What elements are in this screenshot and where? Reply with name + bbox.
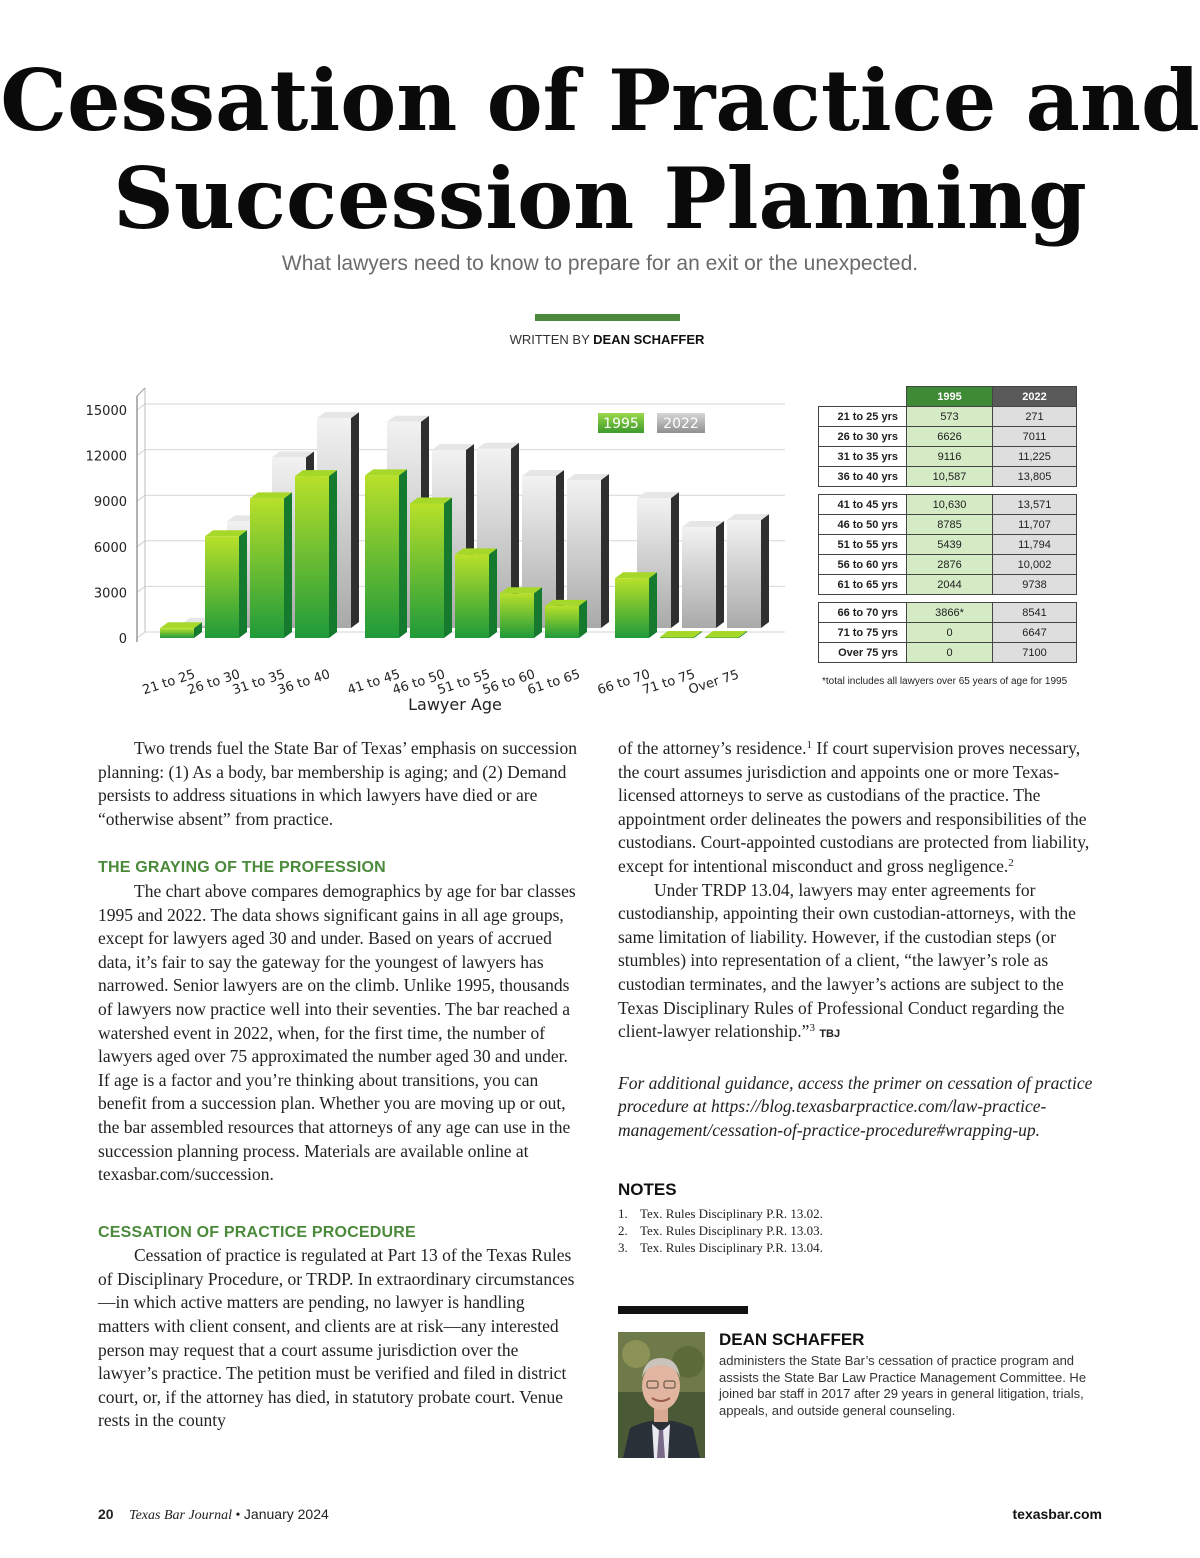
issue-date: January 2024 — [243, 1506, 329, 1522]
table-cell-age: 46 to 50 yrs — [819, 515, 907, 535]
bar-1995 — [410, 497, 452, 638]
legend-label-2022: 2022 — [663, 416, 699, 432]
table-row — [819, 495, 1077, 515]
table-row — [819, 535, 1077, 555]
table-cell-v2022: 11,794 — [993, 535, 1077, 555]
tbj-end-mark: TBJ — [819, 1028, 841, 1041]
table-cell-age: 21 to 25 yrs — [819, 407, 907, 427]
table-row — [819, 643, 1077, 663]
note-item: 1. Tex. Rules Disciplinary P.R. 13.02. — [618, 1206, 823, 1222]
footer-left — [98, 1506, 329, 1524]
table-row — [819, 555, 1077, 575]
table-cell-v1995: 2876 — [907, 555, 993, 575]
y-tick-label: 15000 — [85, 404, 127, 419]
article-title — [0, 52, 1200, 248]
table-cell-v2022: 7100 — [993, 643, 1077, 663]
x-tick-label: 36 to 40 — [275, 667, 333, 699]
y-tick-label: 0 — [118, 632, 127, 647]
table-cell-v1995: 9116 — [907, 447, 993, 467]
article-subtitle: What lawyers need to know to prepare for an exit or the unexpected. — [281, 252, 919, 275]
x-tick-label: 71 to 75 — [640, 667, 698, 699]
x-axis-title: Lawyer Age — [408, 695, 502, 714]
bar-2022-side — [761, 514, 769, 628]
intro-paragraph: Two trends fuel the State Bar of Texas’ emphasis on succession planning: (1) As a body, bar membership is aging; and (2) Demand persists to address situations in which lawyers have died or are “otherwise absent” from practice. — [98, 738, 578, 829]
bar-1995-side — [649, 572, 657, 638]
accent-rule — [535, 314, 680, 321]
custodian-paragraph: of the attorney’s residence.$^1$ If court supervision proves necessary, the court assumes jurisdiction and appoints one or more Texas-licensed attorneys to serve as custodians of the practice. The appointment order delineates the powers and responsibilities of the custodians. Court-appointed custodians are protected from liability, except for intentional misconduct and gross negligence.$^2$ — [618, 738, 1090, 876]
x-tick-label: 21 to 25 — [140, 667, 198, 699]
chart-legend — [598, 413, 705, 433]
table-cell-v1995: 8785 — [907, 515, 993, 535]
bar-1995-front — [160, 628, 194, 638]
y-axis-tick-labels — [86, 404, 127, 647]
table-cell-age: 56 to 60 yrs — [819, 555, 907, 575]
table-header-2022: 2022 — [993, 387, 1077, 407]
notes-heading: NOTES — [618, 1179, 677, 1199]
y-tick-label: 12000 — [85, 449, 127, 465]
y-tick-label: 3000 — [93, 586, 127, 602]
table-cell-v2022: 13,805 — [993, 467, 1077, 487]
table-cell-age: 51 to 55 yrs — [819, 535, 907, 555]
page-number: 20 — [98, 1506, 114, 1522]
title-line-1: Cessation of Practice and — [0, 51, 1200, 150]
age-data-table — [818, 386, 1077, 663]
x-tick-label: 26 to 30 — [185, 667, 243, 699]
gridline-depth — [137, 632, 145, 638]
bar-2022-front — [727, 520, 761, 628]
table-cell-age: 66 to 70 yrs — [819, 603, 907, 623]
table-cell-v1995: 0 — [907, 643, 993, 663]
bar-1995 — [205, 530, 247, 638]
bar-1995 — [160, 622, 202, 638]
author-photo — [618, 1332, 705, 1458]
bar-1995-side — [329, 470, 337, 638]
gridline-depth — [137, 404, 145, 410]
bar-1995-front — [250, 498, 284, 638]
legend-label-1995: 1995 — [603, 416, 639, 432]
table-row — [819, 467, 1077, 487]
y-axis-cap — [137, 388, 145, 396]
table-cell-v2022: 7011 — [993, 427, 1077, 447]
byline-prefix: WRITTEN BY — [509, 332, 590, 347]
table-cell-v2022: 10,002 — [993, 555, 1077, 575]
byline — [0, 332, 1200, 347]
bar-1995-side — [239, 530, 247, 638]
bar-2022-front — [682, 527, 716, 628]
graying-paragraph: The chart above compares demographics by age for bar classes 1995 and 2022. The data shows significant gains in all age groups, except for lawyers aged 30 and under. Based on years of accrued data, it’s fair to say the gateway for the youngest of lawyers has narrowed. Senior lawyers are on the climb. Unlike 1995, thousands of lawyers now practice well into their seventies. The bar reached a watershed event in 2022, when, for the first time, the number of lawyers aged over 75 approximated the number aged 30 and under. If age is a factor and you’re thinking about transitions, you can benefit from a succession plan. Whether you are moving up or out, the bar assembled resources that attorneys of any age can use in the succession planning process. Materials are available online at texasbar.com/succession. — [98, 880, 576, 1185]
gridline-depth — [137, 495, 145, 501]
bar-1995-side — [444, 497, 452, 638]
bar-1995 — [545, 600, 587, 638]
guidance-note: For additional guidance, access the primer on cessation of practice procedure at https://blog.texasbarpractice.com/law-practice-management/cessation-of-practice-procedure#wrapping-up. — [618, 1072, 1093, 1140]
table-cell-age: 41 to 45 yrs — [819, 495, 907, 515]
table-cell-v1995: 0 — [907, 623, 993, 643]
table-row — [819, 603, 1077, 623]
section-heading-graying: THE GRAYING OF THE PROFESSION — [98, 859, 386, 877]
table-cell-age: Over 75 yrs — [819, 643, 907, 663]
table-cell-age: 26 to 30 yrs — [819, 427, 907, 447]
bar-1995-front — [615, 578, 649, 638]
bar-1995 — [615, 572, 657, 638]
bar-2022-side — [601, 474, 609, 628]
table-cell-v1995: 10,587 — [907, 467, 993, 487]
y-tick-label: 9000 — [93, 495, 127, 511]
x-axis-tick-labels — [141, 667, 741, 698]
bar-1995 — [365, 469, 407, 638]
table-cell-v2022: 9738 — [993, 575, 1077, 595]
bar-1995-front — [365, 475, 399, 638]
footer-bullet: • — [235, 1508, 241, 1523]
table-cell-v1995: 5439 — [907, 535, 993, 555]
table-row — [819, 407, 1077, 427]
table-cell-age: 71 to 75 yrs — [819, 623, 907, 643]
bar-1995-front — [660, 637, 694, 638]
gridline-depth — [137, 586, 145, 592]
table-cell-v1995: 3866* — [907, 603, 993, 623]
table-row — [819, 427, 1077, 447]
gridline-depth — [137, 450, 145, 456]
title-line-2: Succession Planning — [113, 149, 1087, 248]
right-column — [618, 737, 1102, 1256]
x-tick-label: 61 to 65 — [525, 667, 583, 699]
y-tick-label: 6000 — [93, 540, 127, 556]
bar-2022 — [727, 514, 769, 628]
bar-1995-front — [455, 554, 489, 638]
bio-name: DEAN SCHAFFER — [719, 1330, 865, 1349]
footer-website: texasbar.com — [1012, 1506, 1102, 1522]
gridline-depth — [137, 541, 145, 547]
bar-1995-front — [545, 606, 579, 638]
bar-1995 — [455, 548, 497, 638]
bar-1995-side — [284, 492, 292, 638]
table-cell-v1995: 10,630 — [907, 495, 993, 515]
table-cell-v2022: 13,571 — [993, 495, 1077, 515]
agreement-paragraph: Under TRDP 13.04, lawyers may enter agreements for custodianship, appointing their own custodian-attorneys, with the same limitation of liability. However, if the custodian steps (or stumbles) into representation of a client, “the lawyer’s role as custodian terminates, and the lawyer’s actions are subject to the Texas Disciplinary Rules of Professional Conduct regarding the client-lawyer relationship.”$^3$ TBJ — [618, 879, 1076, 1042]
chart-bars — [160, 412, 769, 638]
table-corner — [819, 387, 907, 407]
bar-1995-front — [205, 536, 239, 638]
age-bar-chart — [85, 380, 795, 720]
table-header-1995: 1995 — [907, 387, 993, 407]
bar-1995-front — [705, 637, 739, 638]
x-tick-label: Over 75 — [686, 667, 741, 698]
x-tick-label: 66 to 70 — [595, 667, 653, 699]
bar-1995-front — [410, 503, 444, 638]
table-cell-v1995: 6626 — [907, 427, 993, 447]
table-cell-v2022: 271 — [993, 407, 1077, 427]
left-column — [98, 737, 578, 1433]
bar-1995-side — [579, 600, 587, 638]
x-tick-label: 51 to 55 — [435, 667, 493, 699]
bar-2022-side — [351, 412, 359, 628]
bar-1995 — [250, 492, 292, 638]
bar-1995-side — [489, 548, 497, 638]
table-cell-age: 61 to 65 yrs — [819, 575, 907, 595]
table-cell-v2022: 6647 — [993, 623, 1077, 643]
table-cell-age: 31 to 35 yrs — [819, 447, 907, 467]
x-tick-label: 41 to 45 — [345, 667, 403, 699]
bar-1995-side — [399, 469, 407, 638]
bar-2022 — [682, 521, 724, 628]
bar-2022-side — [716, 521, 724, 628]
x-tick-label: 31 to 35 — [230, 667, 288, 699]
note-item: 3. Tex. Rules Disciplinary P.R. 13.04. — [618, 1240, 823, 1256]
note-item: 2. Tex. Rules Disciplinary P.R. 13.03. — [618, 1223, 823, 1239]
bar-1995-side — [534, 587, 542, 638]
notes-list — [618, 1205, 1102, 1256]
table-row — [819, 515, 1077, 535]
journal-name: Texas Bar Journal — [129, 1508, 233, 1523]
table-cell-age: 36 to 40 yrs — [819, 467, 907, 487]
table-footnote: *total includes all lawyers over 65 years of age for 1995 — [822, 676, 1068, 687]
section-heading-cessation: CESSATION OF PRACTICE PROCEDURE — [98, 1223, 416, 1241]
table-cell-v2022: 11,707 — [993, 515, 1077, 535]
bar-1995 — [295, 470, 337, 638]
table-cell-v2022: 11,225 — [993, 447, 1077, 467]
bar-1995 — [500, 587, 542, 638]
table-cell-v2022: 8541 — [993, 603, 1077, 623]
x-tick-label: 46 to 50 — [390, 667, 448, 699]
table-row — [819, 575, 1077, 595]
cessation-paragraph: Cessation of practice is regulated at Part 13 of the Texas Rules of Disciplinary Procedure, or TRDP. In extraordinary circumstances—in which active matters are pending, no lawyer is handling matters with client consent, and clients are at risk—any interested person may request that a court assume jurisdiction over the lawyer’s practice. The petition must be verified and filed in district court, or, if the attorney has died, in statutory probate court. Venue rests in the county — [98, 1245, 575, 1431]
bar-2022-side — [671, 492, 679, 628]
bio-text: administers the State Bar’s cessation of practice program and assists the State Bar Law Practice Management Committee. He joined bar staff in 2017 after 29 years in general litigation, trials, appeals, and outside general counseling. — [719, 1353, 1087, 1418]
table-cell-v1995: 573 — [907, 407, 993, 427]
bio-rule — [618, 1306, 748, 1314]
x-tick-label: 56 to 60 — [480, 667, 538, 699]
table-row — [819, 447, 1077, 467]
byline-author: DEAN SCHAFFER — [593, 332, 705, 347]
bar-1995-front — [500, 593, 534, 638]
table-row — [819, 623, 1077, 643]
bar-1995-front — [295, 476, 329, 638]
table-cell-v1995: 2044 — [907, 575, 993, 595]
